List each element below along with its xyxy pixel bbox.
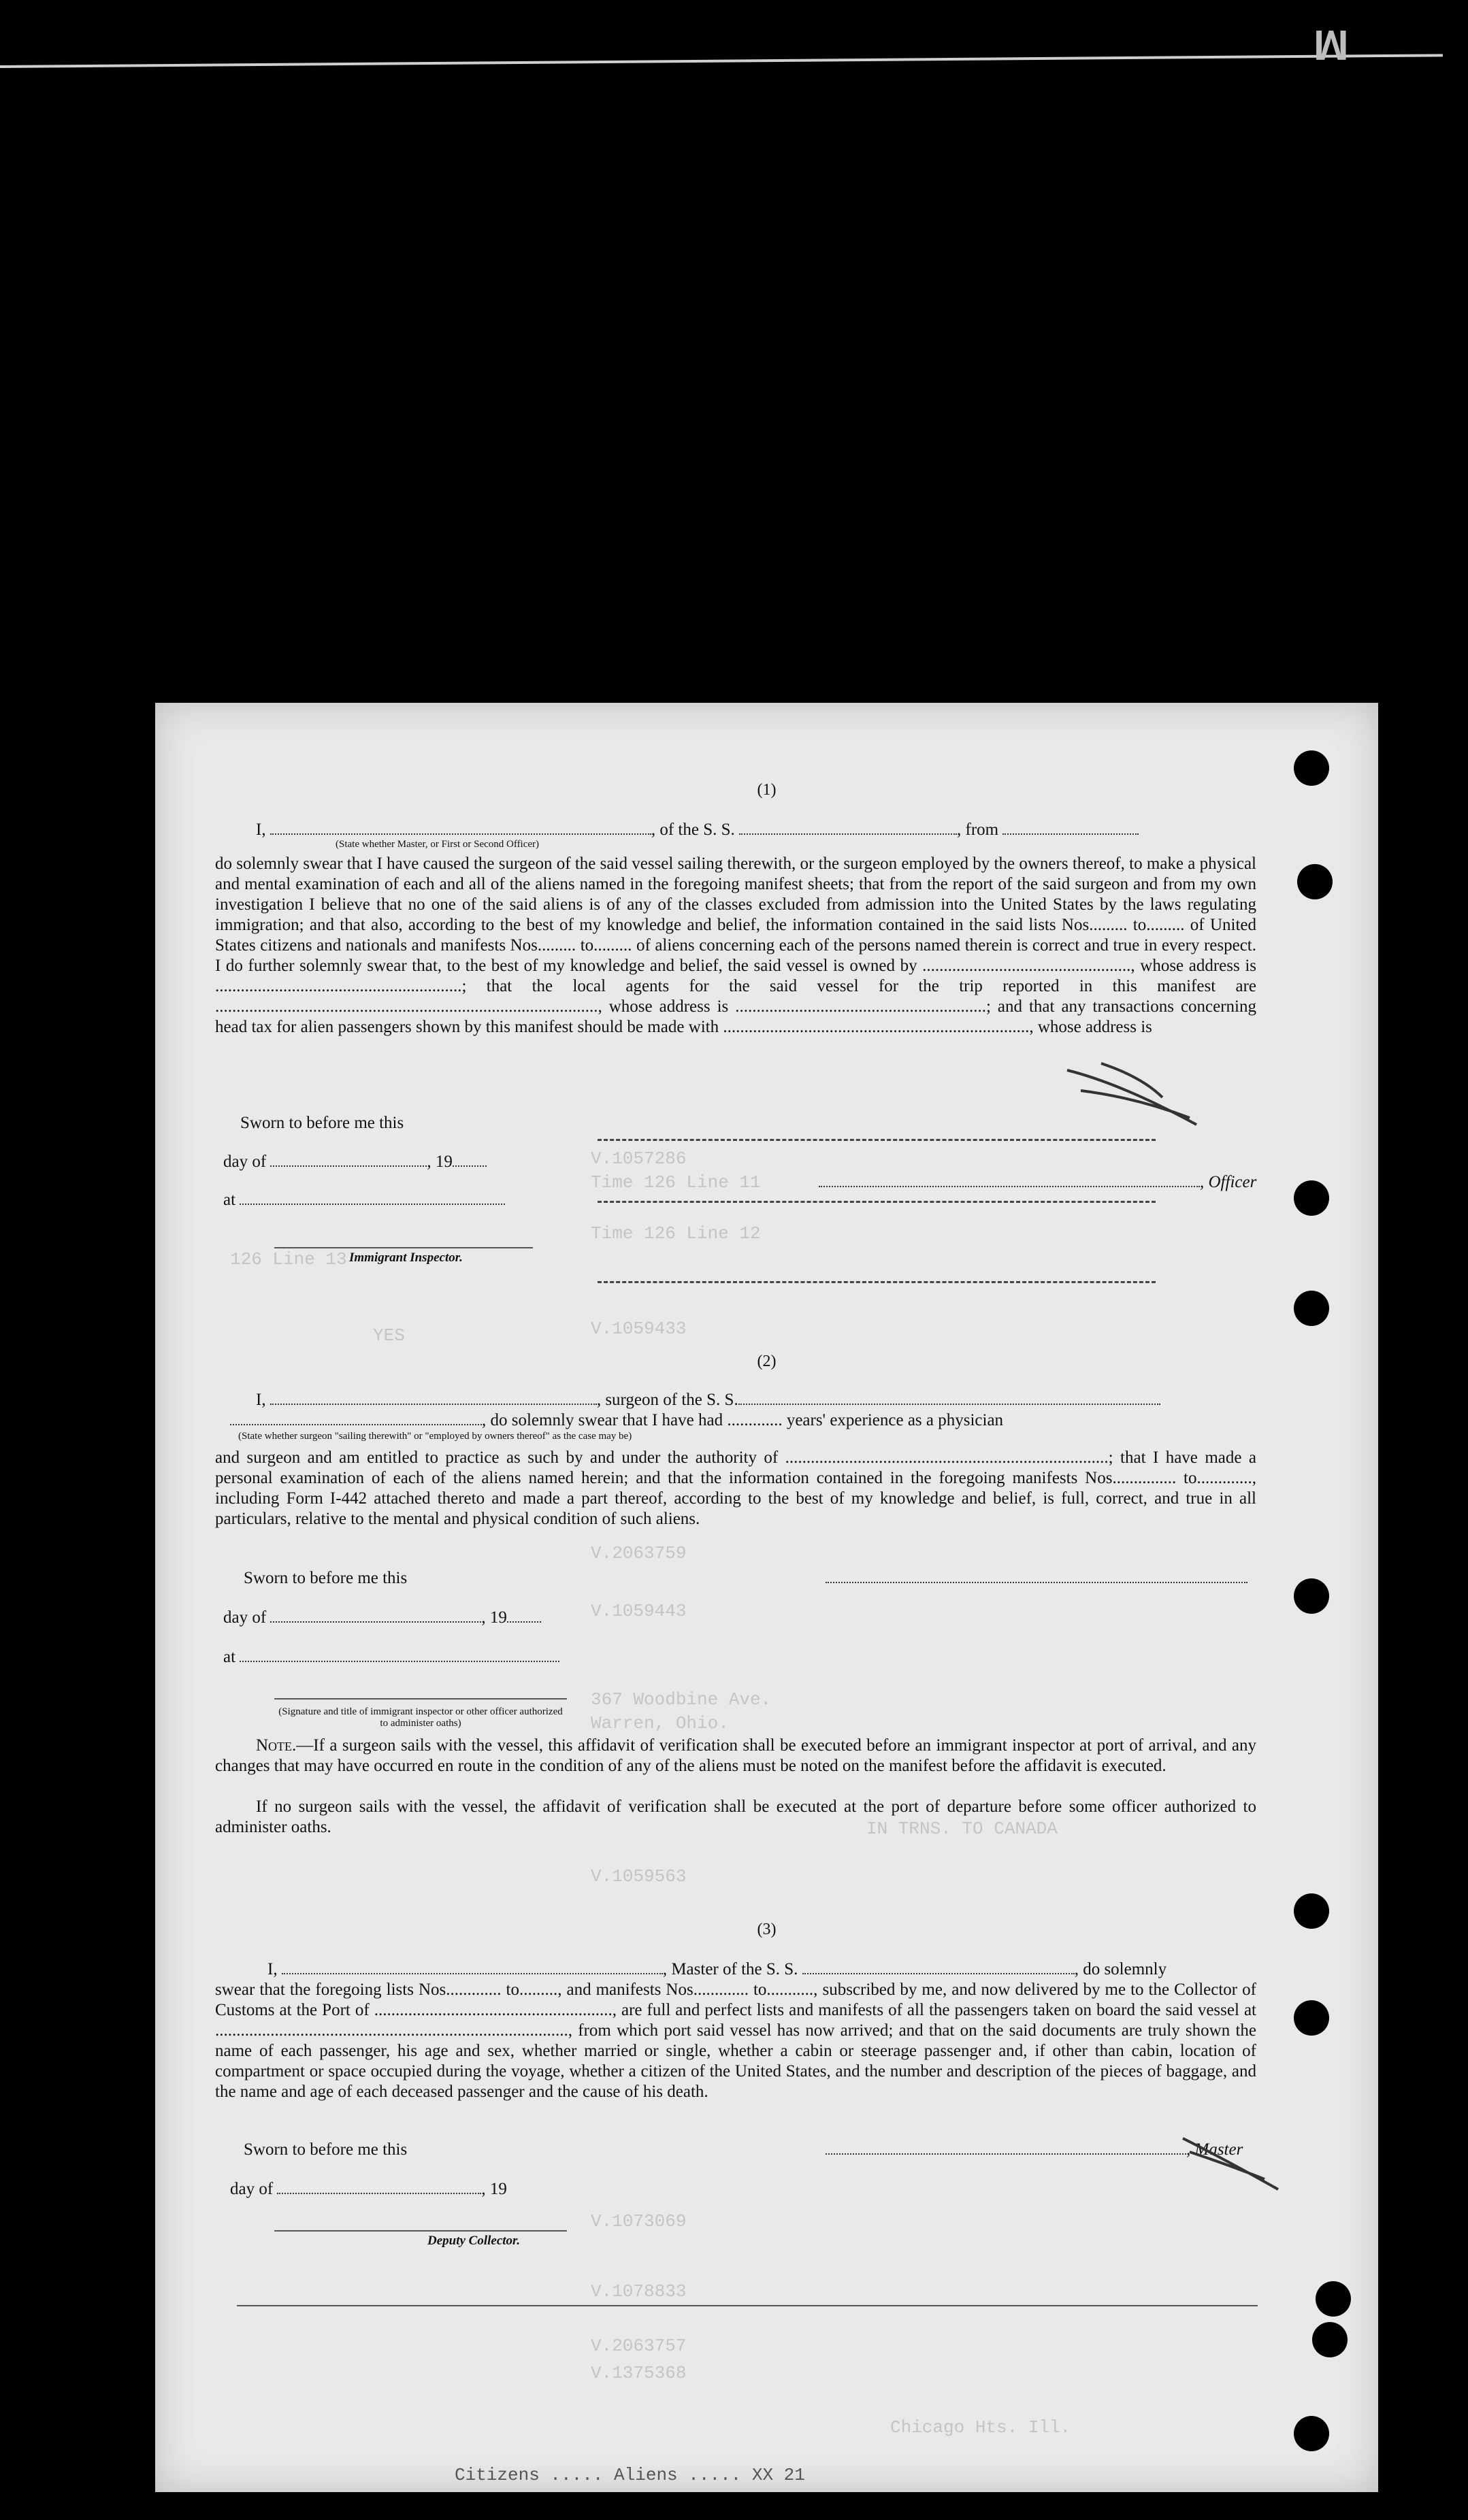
bleed-through-text: Time 126 Line 12 [591,1223,761,1244]
bleed-through-text: Time 126 Line 11 [591,1172,761,1193]
bleed-through-text: Citizens ..... Aliens ..... XX 21 [455,2465,805,2485]
dashed-rule [598,1201,1156,1203]
note2-paragraph: If no surgeon sails with the vessel, the affidavit of verification shall be executed at the port of departure before some officer authorized to administer oaths. [215,1797,1256,1836]
sworn-label: Sworn to before me this [240,1114,404,1132]
bleed-through-text: V.2063759 [591,1543,687,1563]
sworn-label: Sworn to before me this [244,1569,408,1587]
bleed-through-text: 126 Line 13 [230,1249,347,1270]
punch-hole [1316,2281,1351,2317]
bleed-through-text: V.1059433 [591,1319,687,1339]
film-edge-line [0,54,1443,68]
section2-line1: I, , surgeon of the S. S. [256,1390,1160,1410]
bleed-through-text: V.1078833 [591,2281,687,2302]
note-paragraph: Note.—If a surgeon sails with the vessel, this affidavit of verification shall be executed before an immigrant inspector at port of arrival, and any changes that may have occurred en route in the condition of any of the aliens must be noted on the manifest before the affidavit is executed. [215,1736,1256,1775]
deputy-collector-label: Deputy Collector. [427,2234,521,2248]
punch-hole [1294,2416,1329,2451]
section2-line2: , do solemnly swear that I have had ............. years' experience as a physician [230,1410,1003,1431]
bleed-through-text: V.1059563 [591,1866,687,1887]
dashed-rule [598,1139,1156,1141]
section2-sig-caption: (Signature and title of immigrant inspector or other officer authorized to administer oaths) [278,1706,563,1729]
corner-mark: M [1314,21,1353,68]
punch-hole [1294,1180,1329,1216]
section3-paragraph: swear that the foregoing lists Nos............. to........., and manifests Nos............. to..........., subscribed by me, and now delivered by me to the Collector of Customs at the Port of ........................................................, are full and perfect lists and manifests of all the passengers taken on board the said vessel at ..................................................................................., from which port said vessel has now arrived; and that on the said documents are truly shown the name of each passenger, his age and sex, whether married or single, whether a cabin or steerage passenger and, if other than cabin, location of compartment or space occupied during the voyage, whether a citizen of the United States, and the number and description of the pieces of baggage, and the name and age of each deceased passenger and the cause of his death. [215,1980,1256,2101]
section3-line1: I, , Master of the S. S. , do solemnly [267,1960,1167,1978]
officer-signature: , Officer [819,1172,1256,1193]
punch-hole [1294,2000,1329,2036]
section1-paragraph: do solemnly swear that I have caused the surgeon of the said vessel sailing therewith, or the surgeon employed by the owners thereof, to make a physical and mental examination of each and all of the aliens named in the foregoing manifest sheets; that from the report of the said surgeon and from my own investigation I believe that no one of the said aliens is of any of the classes excluded from admission into the United States by the laws regulating immigration; and that also, according to the best of my knowledge and belief, the information contained in the said lists Nos......... to......... of United States citizens and nationals and manifests Nos......... to......... of aliens concerning each of the persons named therein is correct and true in every respect. I do further solemnly swear that, to the best of my knowledge and belief, the said vessel is owned by ................................................., whose address is ..........................................................; that the local agents for the said vessel for the trip reported in this manifest are .........................................................................................., whose address is ...........................................................; and that any transactions concerning head tax for alien passengers shown by this manifest should be made with ........................................................................, whose address is [215,855,1256,1036]
bottom-rule [237,2305,1258,2306]
punch-hole [1312,2322,1348,2357]
bleed-through-text: Chicago Hts. Ill. [890,2417,1071,2438]
date-field: day of , 19 [223,1152,487,1172]
signature-line [274,2230,567,2232]
bleed-through-text: V.1073069 [591,2211,687,2232]
bleed-through-text: YES [373,1325,405,1346]
punch-hole [1294,1578,1329,1614]
date-field: day of , 19 [230,2180,507,2198]
document-page [155,703,1378,2492]
inspector-label: Immigrant Inspector. [349,1250,463,1265]
bleed-through-text: V.1057286 [591,1148,687,1169]
bleed-through-text: V.1375368 [591,2363,687,2383]
section-number: (1) [757,781,777,799]
section2-paragraph: and surgeon and am entitled to practice as such by and under the authority of ............................................................................; that I have made a personal examination of each of the aliens named herein; and that the information contained in the foregoing manifests Nos............... to............., including Form I-442 attached thereto and made a part thereof, according to the best of my knowledge and belief, is full, correct, and true in all particulars, relative to the mental and physical condition of such aliens. [215,1448,1256,1528]
section1-line1: I, , of the S. S. , from [256,820,1139,840]
pencil-mark [1060,1057,1210,1131]
bleed-through-text: V.2063757 [591,2336,687,2356]
dashed-rule [598,1281,1156,1283]
section-number: (3) [757,1921,777,1938]
section-number: (2) [757,1353,777,1370]
section1-caption: (State whether Master, or First or Second Officer) [336,839,540,850]
bleed-through-text: IN TRNS. TO CANADA [866,1819,1058,1839]
master-signature: , Master [826,2140,1243,2160]
signature-line [274,1698,567,1700]
sworn-label: Sworn to before me this [244,2140,408,2159]
bleed-through-text: V.1059443 [591,1601,687,1621]
place-field: at [223,1190,505,1210]
signature-line [274,1247,533,1248]
punch-hole [1294,1291,1329,1326]
bleed-through-text: Warren, Ohio. [591,1713,729,1734]
section2-caption: (State whether surgeon "sailing therewith" or "employed by owners thereof" as the case may be) [238,1431,632,1442]
place-field: at [223,1647,559,1668]
signature-line [826,1568,1247,1589]
date-field: day of , 19 [223,1608,541,1628]
pencil-mark [1176,2132,1285,2193]
punch-hole [1297,864,1333,899]
bleed-through-text: 367 Woodbine Ave. [591,1689,772,1710]
